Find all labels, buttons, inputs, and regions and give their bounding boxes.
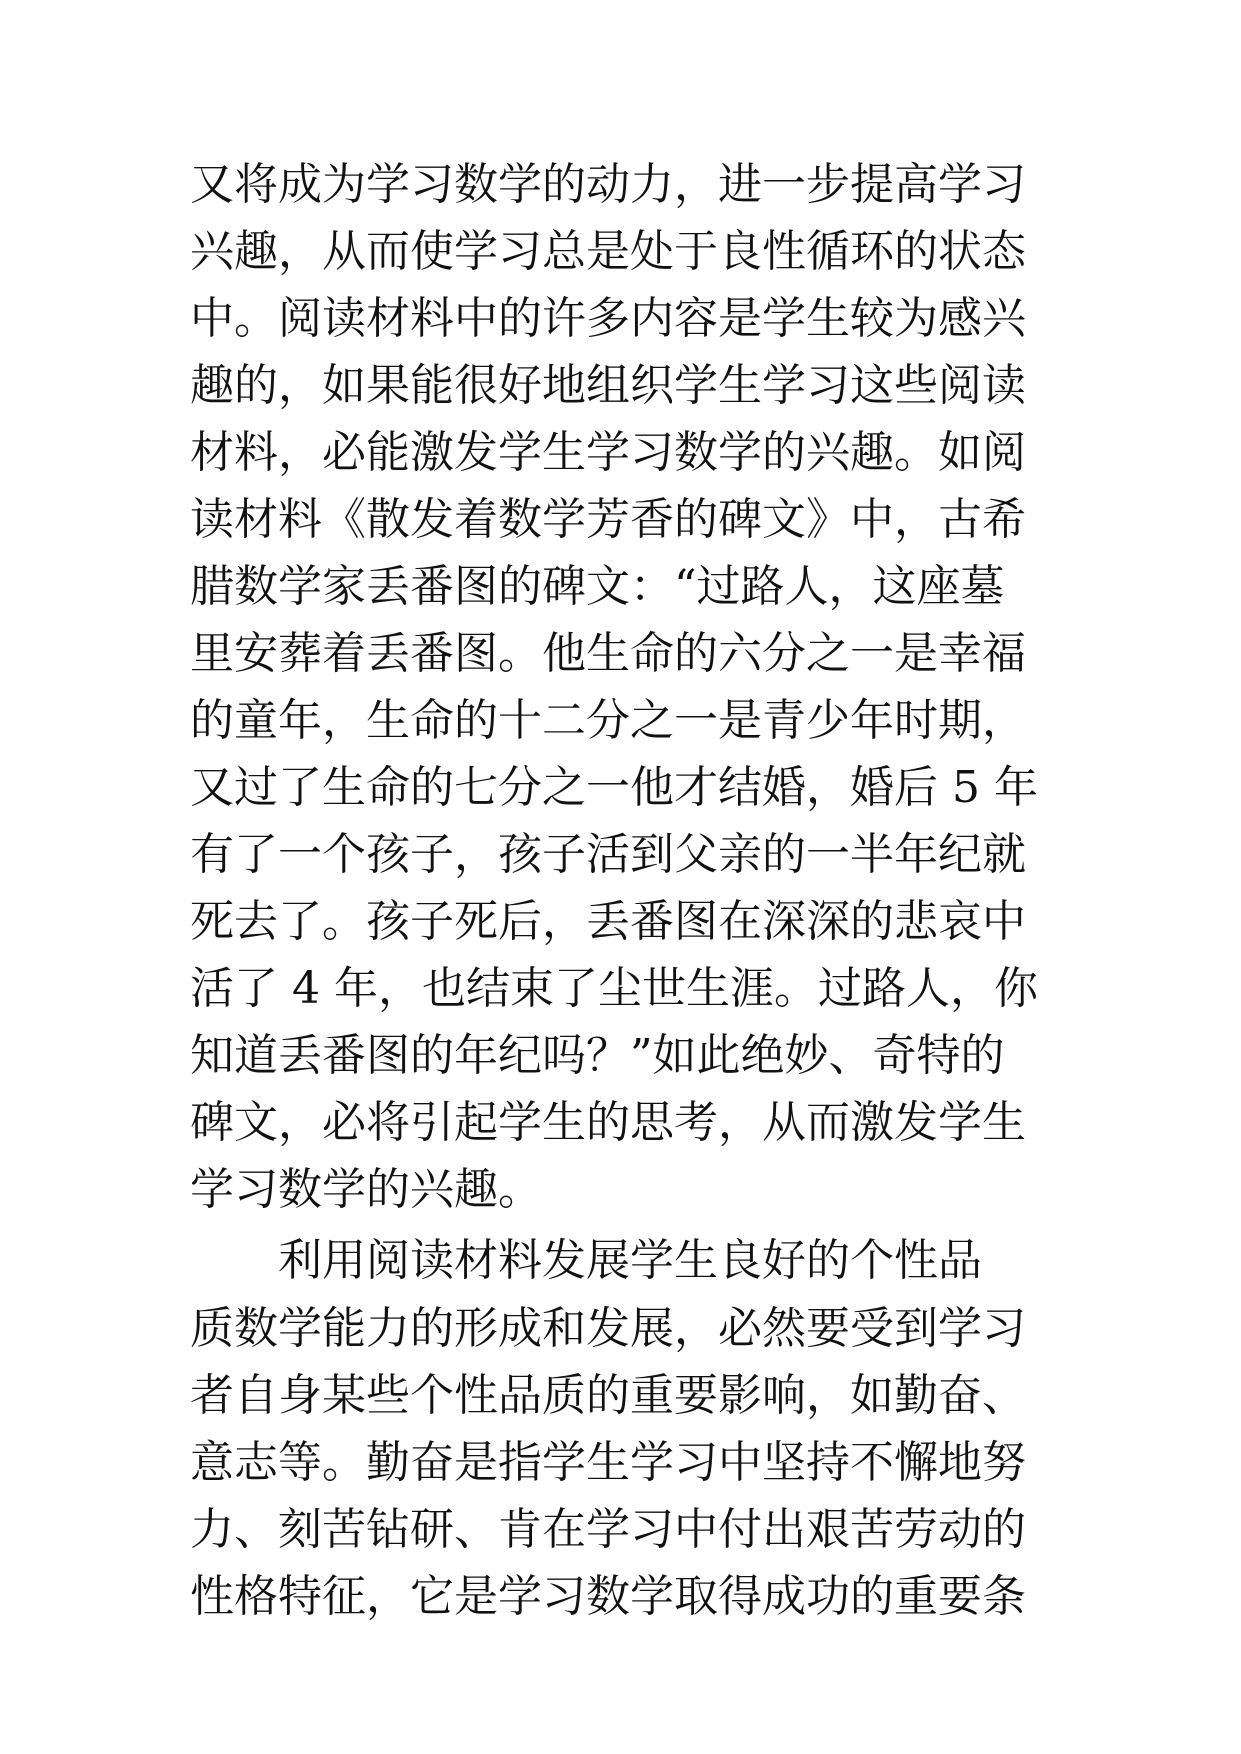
section-heading-line: 利用阅读材料发展学生良好的个性品 [278, 1235, 982, 1286]
text-line: 意志等。勤奋是指学生学习中坚持不懈地努 [190, 1437, 1026, 1488]
text-line: 者自身某些个性品质的重要影响，如勤奋、 [190, 1370, 1026, 1421]
text-line: 读材料《散发着数学芳香的碑文》中，古希 [190, 494, 1026, 545]
text-line: 力、刻苦钻研、肯在学习中付出艰苦劳动的 [190, 1504, 1026, 1555]
text-line: 知道丢番图的年纪吗？”如此绝妙、奇特的 [190, 1030, 1005, 1081]
text-line: 腊数学家丢番图的碑文：“过路人，这座墓 [190, 561, 1005, 612]
text-line: 里安葬着丢番图。他生命的六分之一是幸福 [190, 628, 1026, 679]
text-line: 兴趣，从而使学习总是处于良性循环的状态 [190, 226, 1026, 277]
text-line: 的童年，生命的十二分之一是青少年时期， [190, 695, 1026, 746]
text-line: 性格特征，它是学习数学取得成功的重要条 [190, 1571, 1026, 1622]
text-line: 学习数学的兴趣。 [190, 1164, 542, 1215]
text-line: 趣的，如果能很好地组织学生学习这些阅读 [190, 360, 1026, 411]
text-line: 碑文，必将引起学生的思考，从而激发学生 [190, 1097, 1026, 1148]
text-line: 又将成为学习数学的动力，进一步提高学习 [190, 159, 1026, 210]
text-line: 有了一个孩子，孩子活到父亲的一半年纪就 [190, 829, 1026, 880]
text-line: 质数学能力的形成和发展，必然要受到学习 [190, 1303, 1026, 1354]
text-line: 材料，必能激发学生学习数学的兴趣。如阅 [190, 427, 1026, 478]
text-line: 活了 4 年，也结束了尘世生涯。过路人，你 [190, 963, 1038, 1014]
text-line: 中。阅读材料中的许多内容是学生较为感兴 [190, 293, 1026, 344]
text-line: 死去了。孩子死后，丢番图在深深的悲哀中 [190, 896, 1026, 947]
text-line: 又过了生命的七分之一他才结婚，婚后 5 年 [190, 762, 1038, 813]
